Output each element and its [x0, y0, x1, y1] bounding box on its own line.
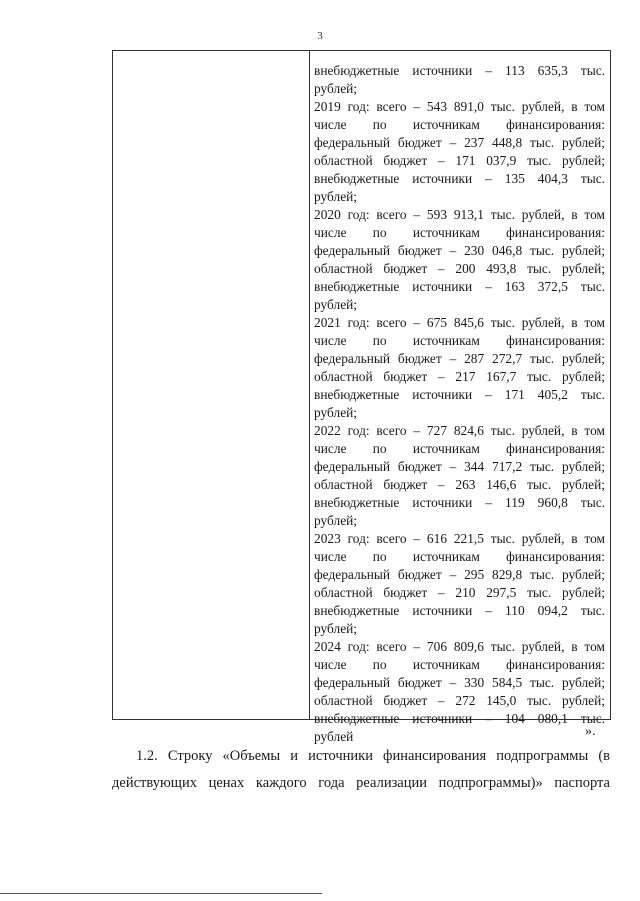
table-text-line: рублей; [314, 621, 358, 636]
table-text-line: областной бюджет – 200 493,8 тыс. рублей; [314, 261, 605, 276]
table-text-line: внебюджетные источники – 104 080,1 тыс. [314, 711, 605, 726]
table-text-line: внебюджетные источники – 135 404,3 тыс. [314, 171, 605, 186]
financing-table [112, 50, 611, 744]
table-text-line: числе по источникам финансирования: [314, 441, 605, 456]
table-text-line: федеральный бюджет – 237 448,8 тыс. рублей; [314, 135, 605, 150]
table-text-line: внебюджетные источники – 113 635,3 тыс. [314, 63, 605, 78]
table-text-line: федеральный бюджет – 330 584,5 тыс. рублей; [314, 675, 605, 690]
table-text-line: областной бюджет – 171 037,9 тыс. рублей; [314, 153, 605, 168]
footer-rule [0, 893, 322, 894]
table-text-line: рублей; [314, 81, 358, 96]
paragraph-line-2: действующих ценах каждого года реализации подпрограммы)» паспорта [112, 775, 610, 791]
table-left-cell [113, 51, 310, 719]
table-text-line: рублей [314, 729, 354, 744]
paragraph-line-1: 1.2. Строку «Объемы и источники финансирования подпрограммы (в [136, 748, 610, 764]
table-text-line: федеральный бюджет – 295 829,8 тыс. рублей; [314, 567, 605, 582]
table-text-line: федеральный бюджет – 344 717,2 тыс. рублей; [314, 459, 605, 474]
table-text-line: числе по источникам финансирования: [314, 657, 605, 672]
table-text-line: 2021 год: всего – 675 845,6 тыс. рублей, в том [314, 315, 605, 330]
table-text-line: числе по источникам финансирования: [314, 117, 605, 132]
table-text-line: внебюджетные источники – 110 094,2 тыс. [314, 603, 605, 618]
table-text-line: внебюджетные источники – 163 372,5 тыс. [314, 279, 605, 294]
table-text-line: внебюджетные источники – 119 960,8 тыс. [314, 495, 605, 510]
table-text-line: числе по источникам финансирования: [314, 549, 605, 564]
page-number: 3 [317, 30, 323, 42]
table-text-line: областной бюджет – 272 145,0 тыс. рублей; [314, 693, 605, 708]
table-text-line: рублей; [314, 297, 358, 312]
table-text-line: рублей; [314, 405, 358, 420]
table-text-line: федеральный бюджет – 230 046,8 тыс. рублей; [314, 243, 605, 258]
table-text-line: 2024 год: всего – 706 809,6 тыс. рублей, в том [314, 639, 605, 654]
closing-quote: ». [585, 724, 596, 739]
table-text-line: рублей; [314, 513, 358, 528]
table-text-line: 2019 год: всего – 543 891,0 тыс. рублей, в том [314, 99, 605, 114]
table-text-line: числе по источникам финансирования: [314, 333, 605, 348]
table-text-line: 2020 год: всего – 593 913,1 тыс. рублей, в том [314, 207, 605, 222]
table-text-line: 2023 год: всего – 616 221,5 тыс. рублей, в том [314, 531, 605, 546]
table-text-line: 2022 год: всего – 727 824,6 тыс. рублей, в том [314, 423, 605, 438]
table-text-line: федеральный бюджет – 287 272,7 тыс. рублей; [314, 351, 605, 366]
table-text-line: рублей; [314, 189, 358, 204]
table-text-line: внебюджетные источники – 171 405,2 тыс. [314, 387, 605, 402]
table-text-line: областной бюджет – 210 297,5 тыс. рублей; [314, 585, 605, 600]
table-text-line: областной бюджет – 217 167,7 тыс. рублей; [314, 369, 605, 384]
table-text-line: числе по источникам финансирования: [314, 225, 605, 240]
table-text-line: областной бюджет – 263 146,6 тыс. рублей; [314, 477, 605, 492]
table-right-cell [314, 62, 605, 746]
